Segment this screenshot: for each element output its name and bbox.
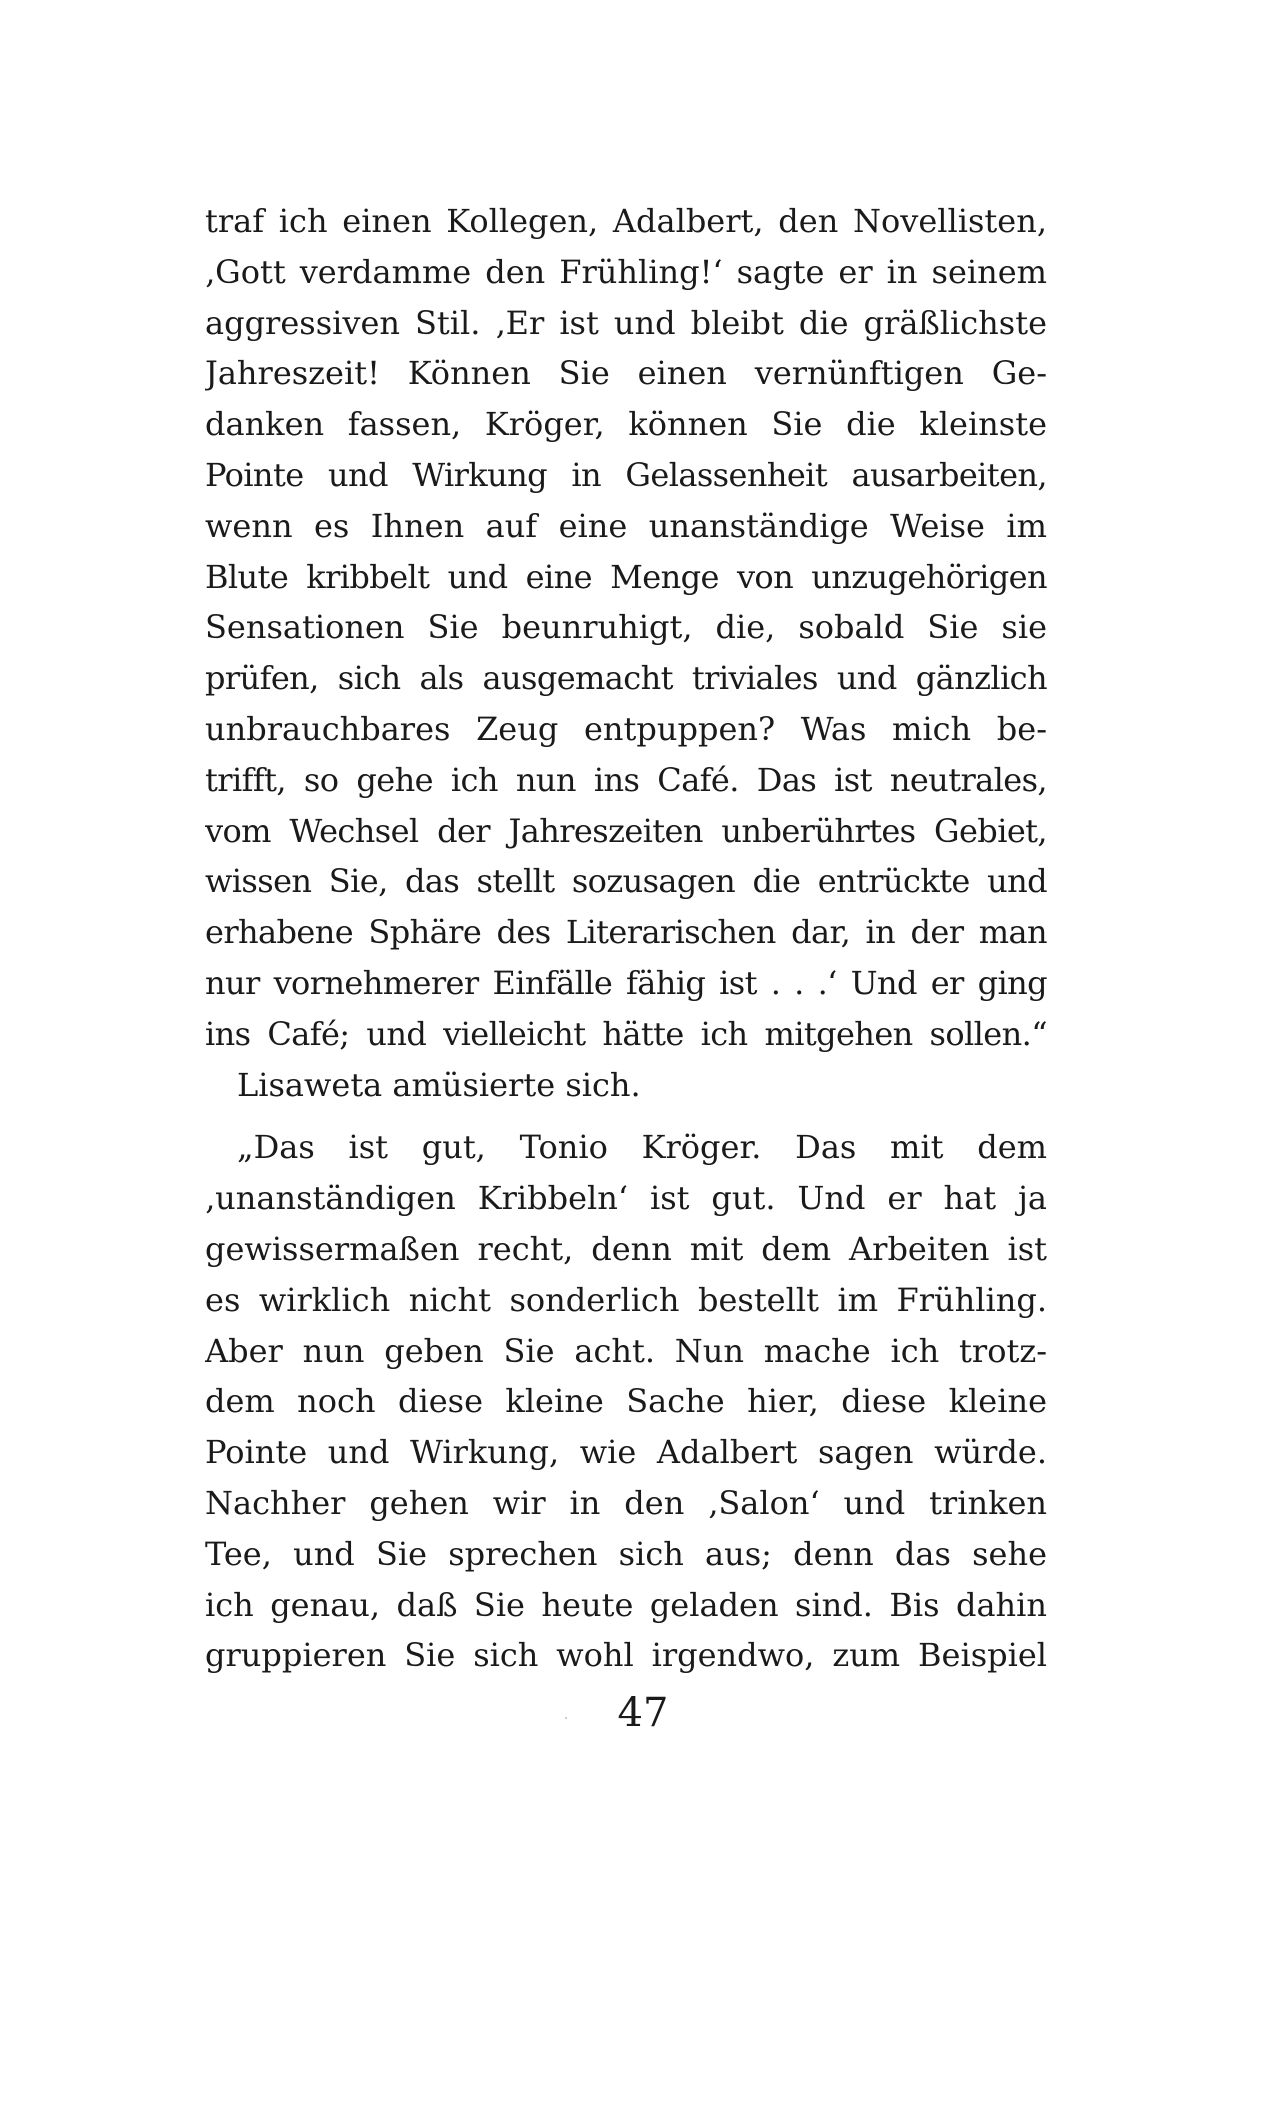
text-line: Lisaweta amüsierte sich.	[237, 1065, 641, 1104]
text-line: ich genau, daß Sie heute geladen sind. Bis dahin	[205, 1585, 1047, 1624]
text-line: gewissermaßen recht, denn mit dem Arbeiten ist	[205, 1229, 1047, 1268]
text-line: wissen Sie, das stellt sozusagen die entrückte und	[205, 862, 1047, 901]
text-line: es wirklich nicht sonderlich bestellt im Frühling.	[205, 1280, 1047, 1319]
text-line: traf ich einen Kollegen, Adalbert, den Novellisten,	[205, 202, 1047, 240]
text-line: Tee, und Sie sprechen sich aus; denn das sehe	[205, 1534, 1047, 1573]
text-line: „Das ist gut, Tonio Kröger. Das mit dem	[237, 1128, 1047, 1167]
text-line: danken fassen, Kröger, können Sie die kleinste	[205, 405, 1047, 444]
text-line: ‚Gott verdamme den Frühling!‘ sagte er in seinem	[205, 252, 1047, 291]
text-line: nur vornehmerer Einfälle fähig ist . . .‘ Und er ging	[205, 963, 1047, 1002]
text-line: Nachher gehen wir in den ‚Salon‘ und trinken	[205, 1483, 1047, 1522]
body-text	[205, 196, 1047, 1681]
text-line: Pointe und Wirkung, wie Adalbert sagen würde.	[205, 1433, 1047, 1472]
text-line: trifft, so gehe ich nun ins Café. Das ist neutrales,	[205, 760, 1047, 799]
text-line: gruppieren Sie sich wohl irgendwo, zum Beispiel	[205, 1636, 1047, 1675]
text-line: erhabene Sphäre des Literarischen dar, in der man	[205, 913, 1047, 952]
text-line: dem noch diese kleine Sache hier, diese kleine	[205, 1382, 1047, 1421]
paragraph-gap	[205, 1110, 1047, 1122]
text-line: prüfen, sich als ausgemacht triviales und gänzlich	[205, 659, 1047, 698]
text-line: Jahreszeit! Können Sie einen vernünftigen Ge-	[205, 354, 1047, 393]
text-line: unbrauchbares Zeug entpuppen? Was mich be-	[205, 709, 1047, 748]
text-line: wenn es Ihnen auf eine unanständige Weise im	[205, 506, 1047, 545]
page-number: 47	[617, 1690, 669, 1736]
text-line: ins Café; und vielleicht hätte ich mitgehen sollen.“	[205, 1014, 1047, 1053]
text-line: Sensationen Sie beunruhigt, die, sobald Sie sie	[205, 608, 1047, 647]
text-line: Pointe und Wirkung in Gelassenheit ausarbeiten,	[205, 455, 1047, 494]
text-line: vom Wechsel der Jahreszeiten unberührtes Gebiet,	[205, 811, 1047, 850]
text-line: Blute kribbelt und eine Menge von unzugehörigen	[205, 557, 1047, 596]
text-line: aggressiven Stil. ‚Er ist und bleibt die gräßlichste	[205, 303, 1047, 342]
text-line: ‚unanständigen Kribbeln‘ ist gut. Und er hat ja	[205, 1179, 1047, 1218]
text-line: Aber nun geben Sie acht. Nun mache ich trotz-	[205, 1331, 1047, 1370]
